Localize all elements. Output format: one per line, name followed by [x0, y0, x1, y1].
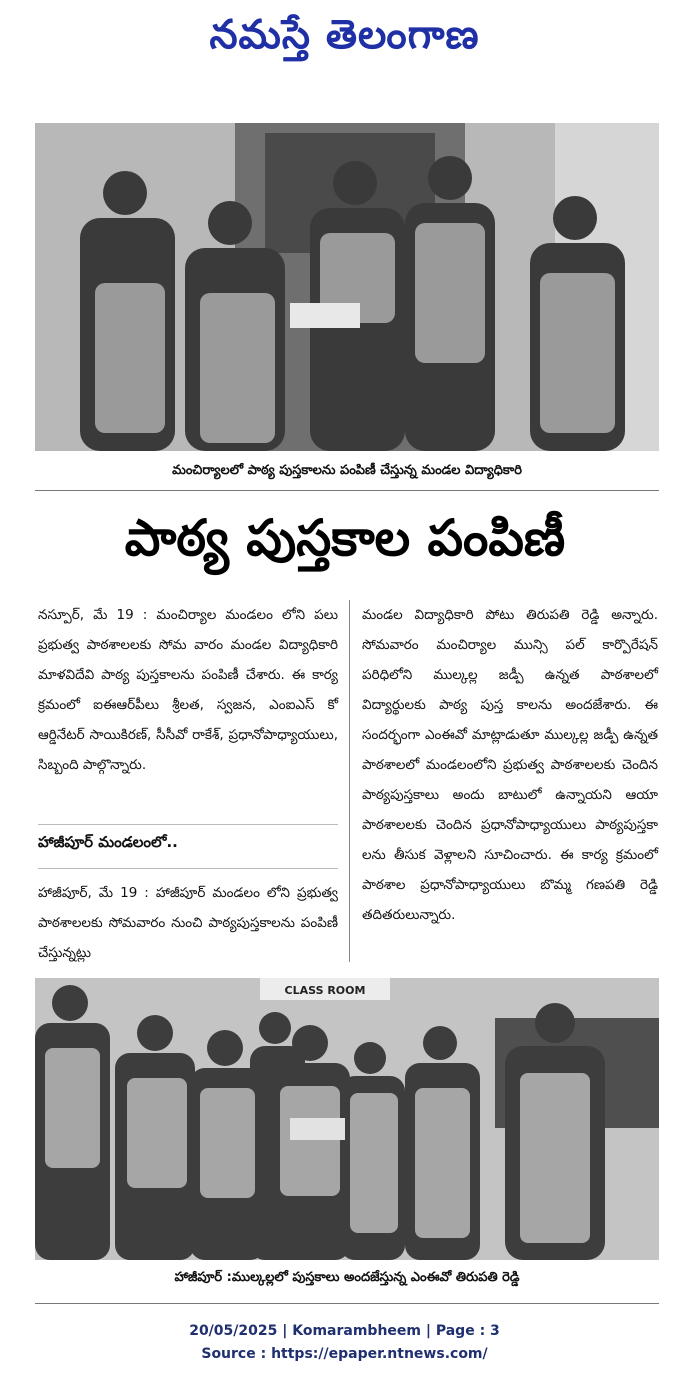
article-subhead: హాజీపూర్ మండలంలో..	[38, 833, 178, 851]
subhead-rule-top	[38, 824, 338, 825]
article-paragraph: మండల విద్యాధికారి పోటు తిరుపతి రెడ్డి అన్నారు. సోమవారం మంచిర్యాల మున్సి పల్ కార్పొరేషన్ పరిధిలోని ముల్కల్ల జడ్పీ ఉన్నత పాఠశాలలో విద్యార్థులకు పాఠ్య పుస్త కాలను అందజేశారు. ఈ సందర్భంగా ఎంఈవో మాట్లాడుతూ ముల్కల్ల జడ్పీ ఉన్నత పాఠశాలలో మండలంలోని ప్రభుత్వ పాఠశాలలకు చెందిన పాఠ్యపుస్తకాలు అందు బాటులో ఉన్నాయని ఆయా పాఠశాలలకు చెందిన ప్రధానోపాధ్యాయులు పాఠ్యపుస్తకా లను తీసుక వెళ్లాలని సూచించారు. ఈ కార్య క్రమంలో పాఠశాల ప్రధానోపాధ్యాయులు బొమ్మ గణపతి రెడ్డి తదితరులున్నారు.	[362, 607, 658, 923]
subhead-rule-bottom	[38, 868, 338, 869]
page-footer-info: 20/05/2025 | Komarambheem | Page : 3	[189, 1323, 500, 1339]
article-column-1	[38, 600, 338, 780]
classroom-sign: CLASS ROOM	[284, 984, 366, 997]
page-footer-source: Source : https://epaper.ntnews.com/	[201, 1346, 488, 1362]
photo-bottom-caption: హాజీపూర్ :ముల్కల్లలో పుస్తకాలు అందజేస్తున్న ఎంఈవో తిరుపతి రెడ్డి	[174, 1270, 520, 1285]
article-paragraph: నస్పూర్, మే 19 : మంచిర్యాల మండలం లోని పలు ప్రభుత్వ పాఠశాలలకు సోమ వారం మండల విద్యాధికారి మాళవిదేవి పాఠ్య పుస్తకాలను పంపిణీ చేశారు. ఈ కార్య క్రమంలో ఐఈఆర్‌పీలు శ్రీలత, స్వజన, ఎంఐఎస్ కో ఆర్డినేటర్ సాయికిరణ్, సీసీవో రాకేశ్, ప్రధానోపాధ్యాయులు, సిబ్బంది పాల్గొన్నారు.	[38, 607, 338, 773]
column-divider	[349, 600, 350, 962]
article-column-1b	[38, 878, 338, 968]
photo-top-illustration	[35, 123, 659, 451]
caption-divider	[35, 490, 659, 491]
footer-divider	[35, 1303, 659, 1304]
photo-bottom-illustration	[35, 978, 659, 1260]
news-photo-bottom	[35, 978, 659, 1260]
article-headline: పాఠ్య పుస్తకాల పంపిణీ	[124, 509, 566, 567]
article-paragraph: హాజీపూర్, మే 19 : హాజీపూర్ మండలం లోని ప్రభుత్వ పాఠశాలలకు సోమవారం నుంచి పాఠ్యపుస్తకాలను పంపిణీ చేస్తున్నట్లు	[38, 885, 338, 961]
news-photo-top	[35, 123, 659, 451]
masthead-title: నమస్తే తెలంగాణ	[209, 10, 480, 58]
masthead	[0, 0, 689, 78]
article-column-2	[362, 600, 658, 930]
photo-top-caption: మంచిర్యాలలో పాఠ్య పుస్తకాలను పంపిణీ చేస్తున్న మండల విద్యాధికారి	[172, 463, 522, 478]
